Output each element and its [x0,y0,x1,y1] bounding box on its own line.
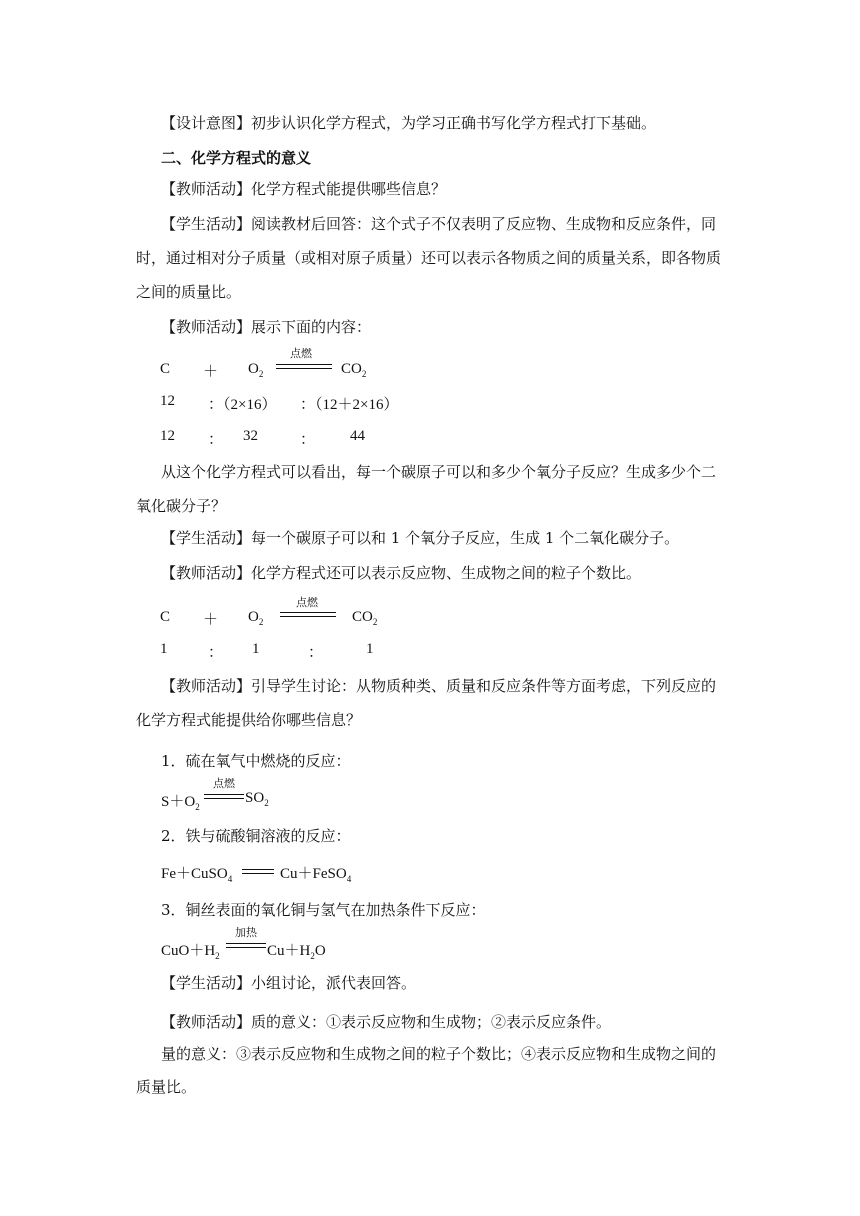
reaction-double-line [226,943,266,948]
reaction-condition-heat: 加热 [235,927,257,939]
quantity-meaning-line2: 质量比。 [136,1078,197,1096]
mass-value-oxygen: 32 [243,428,258,444]
reaction-double-line [242,869,274,874]
mass-carbon: 12 [160,393,175,409]
equation-copper-oxide-hydrogen [0,924,860,960]
count-carbon: 1 [160,641,168,657]
teacher-activity-3: 【教师活动】化学方程式还可以表示反应物、生成物之间的粒子个数比。 [161,564,642,582]
mass-row-values [0,428,860,448]
reaction-condition-ignite: 点燃 [213,778,235,790]
oxygen-formula: $O_2$ [248,609,264,627]
list-item-2: 2．铁与硫酸铜溶液的反应： [161,827,351,845]
carbon-dioxide-formula: $CO_2$ [341,361,367,379]
design-intent-paragraph: 【设计意图】初步认识化学方程式，为学习正确书写化学方程式打下基础。 [161,114,657,132]
copper-water-products: $Cu+H_2O$ [267,943,326,961]
count-co2: 1 [366,641,374,657]
student-activity-1-line3: 之间的质量比。 [136,283,242,301]
oxygen-formula: $O_2$ [248,361,264,379]
carbon-symbol: C [160,609,171,625]
ratio-colon: ： [300,432,316,448]
ratio-colon: ： [308,645,324,661]
mass-co2-expr: ：（12＋2×16） [300,397,399,413]
mass-value-co2: 44 [350,428,365,444]
count-ratio-row [0,641,860,661]
reaction-condition-ignite: 点燃 [290,348,312,360]
mass-row-expression [0,393,860,413]
section-heading: 二、化学方程式的意义 [161,149,312,167]
reaction-double-line [204,794,244,799]
list-item-3: 3．铜丝表面的氧化铜与氢气在加热条件下反应： [161,901,486,919]
equation-sulfur [0,775,860,811]
list-item-1: 1．硫在氧气中燃烧的反应： [161,752,351,770]
reaction-condition-ignite: 点燃 [296,597,318,609]
carbon-dioxide-formula: $CO_2$ [352,609,378,627]
equation-carbon-oxygen [0,345,860,385]
sulfur-reactants: $S+O_2$ [161,794,200,812]
copper-oxide-reactants: $CuO+H_2$ [161,943,220,961]
student-activity-2: 【学生活动】每一个碳原子可以和 1 个氧分子反应，生成 1 个二氧化碳分子。 [161,529,680,547]
teacher-activity-5: 【教师活动】质的意义：①表示反应物和生成物；②表示反应条件。 [161,1013,612,1031]
count-oxygen: 1 [252,641,260,657]
equation-particle-ratio [0,592,860,632]
teacher-activity-4-line2: 化学方程式能提供给你哪些信息？ [136,711,362,729]
teacher-activity-2: 【教师活动】展示下面的内容： [161,318,372,336]
plus-sign: ＋ [203,612,219,628]
student-activity-1-line1: 【学生活动】阅读教材后回答：这个式子不仅表明了反应物、生成物和反应条件，同 [161,215,717,233]
sulfur-dioxide-product: $SO_2$ [245,790,269,808]
equation-iron-copper-sulfate [0,862,860,886]
teacher-activity-4-line1: 【教师活动】引导学生讨论：从物质种类、质量和反应条件等方面考虑，下列反应的 [161,677,717,695]
reaction-double-line [280,612,336,617]
ratio-colon: ： [208,432,224,448]
student-activity-1-line2: 时，通过相对分子质量（或相对原子质量）还可以表示各物质之间的质量关系，即各物质 [136,249,722,267]
reaction-double-line [276,364,332,369]
ratio-colon: ： [208,645,224,661]
teacher-activity-1: 【教师活动】化学方程式能提供哪些信息？ [161,180,447,198]
mass-oxygen-expr: ：（2×16） [208,397,277,413]
plus-sign: ＋ [203,364,219,380]
question-line2: 氧化碳分子？ [136,497,227,515]
quantity-meaning-line1: 量的意义：③表示反应物和生成物之间的粒子个数比；④表示反应物和生成物之间的 [161,1045,717,1063]
question-line1: 从这个化学方程式可以看出，每一个碳原子可以和多少个氧分子反应？生成多少个二 [161,463,717,481]
mass-value-carbon: 12 [160,428,175,444]
carbon-symbol: C [160,361,171,377]
student-activity-3: 【学生活动】小组讨论，派代表回答。 [161,974,417,992]
iron-reactants: Fe＋CuSO$_4$ [161,866,233,884]
copper-products: Cu＋FeSO$_4$ [280,866,352,884]
